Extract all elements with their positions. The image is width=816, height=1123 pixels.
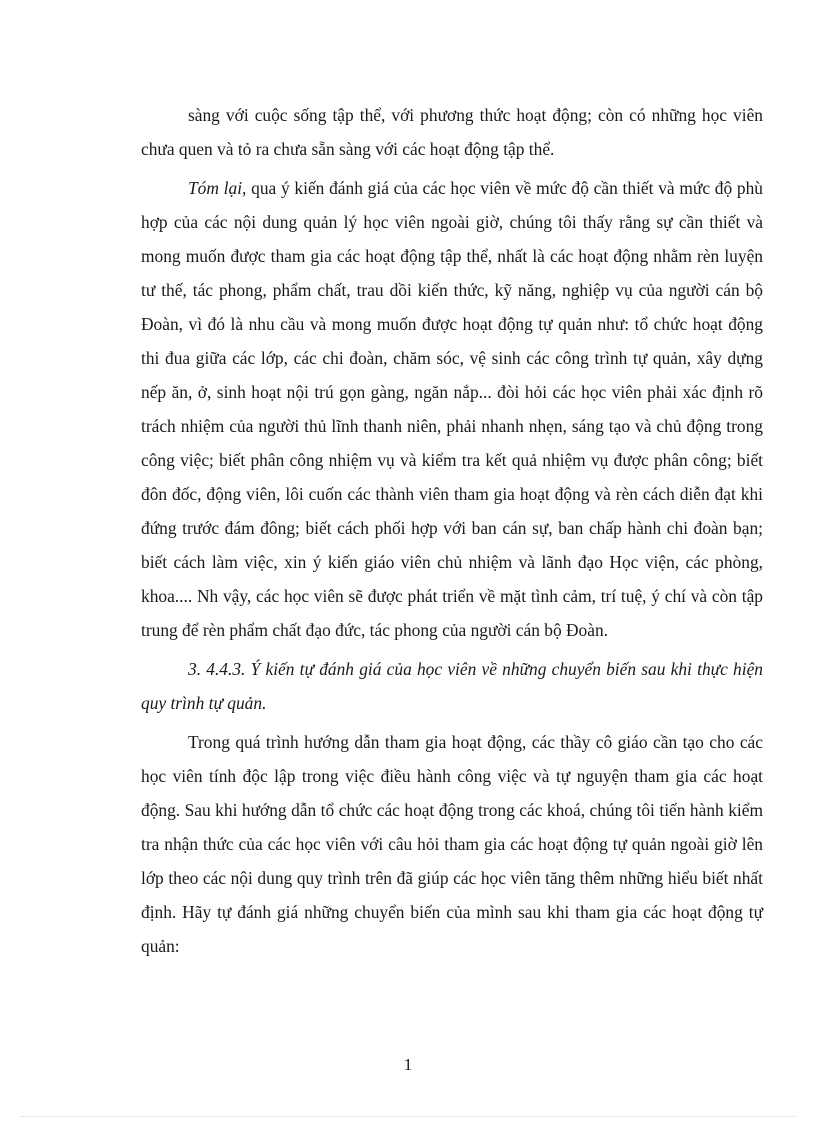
document-body [141,98,763,963]
page-number: 1 [403,1055,413,1074]
page-bottom-edge [20,1116,796,1117]
section-heading: 3. 4.4.3. Ý kiến tự đánh giá của học viên về những chuyển biến sau khi thực hiện quy trình tự quản. [141,659,763,713]
paragraph-summary [141,171,763,647]
summary-text: qua ý kiến đánh giá của các học viên về mức độ cần thiết và mức độ phù hợp của các nội dung quản lý học viên ngoài giờ, chúng tôi thấy rằng sự cần thiết và mong muốn được tham gia các hoạt động tập thể, nhất là các hoạt động nhằm rèn luyện tư thế, tác phong, phẩm chất, trau dồi kiến thức, kỹ năng, nghiệp vụ của người cán bộ Đoàn, vì đó là nhu cầu và mong muốn được hoạt động tự quản như: tổ chức hoạt động thi đua giữa các lớp, các chi đoàn, chăm sóc, vệ sinh các công trình tự quản, xây dựng nếp ăn, ở, sinh hoạt nội trú gọn gàng, ngăn nắp... đòi hỏi các học viên phải xác định rõ trách nhiệm của người thủ lĩnh thanh niên, phải nhanh nhẹn, sáng tạo và chủ động trong công việc; biết phân công nhiệm vụ và kiểm tra kết quả nhiệm vụ được phân công; biết đôn đốc, động viên, lôi cuốn các thành viên tham gia hoạt động và rèn cách diễn đạt khi đứng trước đám đông; biết cách phối hợp với ban cán sự, ban chấp hành chi đoàn bạn; biết cách làm việc, xin ý kiến giáo viên chủ nhiệm và lãnh đạo Học viện, các phòng, khoa.... Nh vậy, các học viên sẽ được phát triển về mặt tình cảm, trí tuệ, ý chí và còn tập trung để rèn phẩm chất đạo đức, tác phong của người cán bộ Đoàn. [141,178,763,640]
paragraph-continuation: sàng với cuộc sống tập thể, với phương thức hoạt động; còn có những học viên chưa quen và tỏ ra chưa sẵn sàng với các hoạt động tập thể. [141,105,763,159]
paragraph-process: Trong quá trình hướng dẫn tham gia hoạt động, các thầy cô giáo cần tạo cho các học viên tính độc lập trong việc điều hành công việc và tự nguyện tham gia các hoạt động. Sau khi hướng dẫn tổ chức các hoạt động trong các khoá, chúng tôi tiến hành kiểm tra nhận thức của các học viên với câu hỏi tham gia các hoạt động tự quản ngoài giờ lên lớp theo các nội dung quy trình trên đã giúp các học viên tăng thêm những hiểu biết nhất định. Hãy tự đánh giá những chuyển biến của mình sau khi tham gia các hoạt động tự quản: [141,732,763,956]
summary-lead: Tóm lại, [188,178,247,198]
